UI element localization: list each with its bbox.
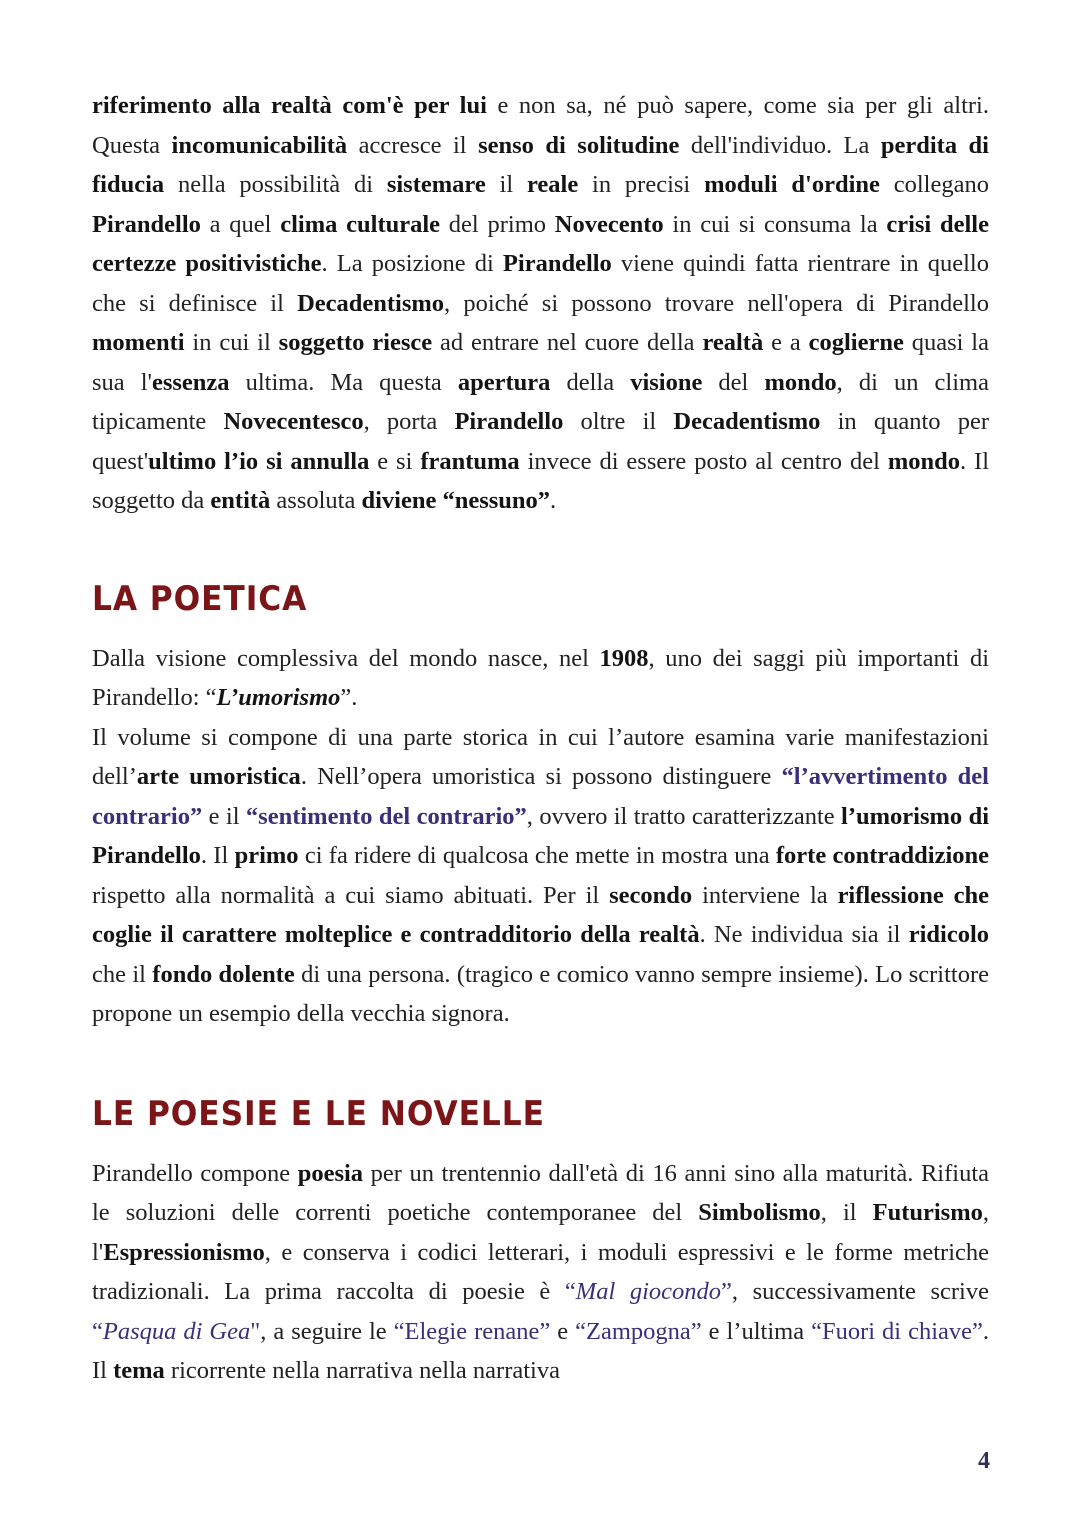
body-text: nella possibilità di: [164, 171, 387, 198]
bold-text: reale: [526, 171, 579, 198]
body-text: ”.: [340, 684, 358, 711]
body-text: in cui si consuma la: [663, 210, 887, 238]
body-text: , uno dei saggi più importanti di Pirandello: “: [92, 644, 989, 711]
body-text: della: [550, 368, 631, 396]
body-text: , e conserva i codici letterari, i moduli espressivi e le forme metriche tradizionali. La prima raccolta di poesie è: [92, 1238, 989, 1305]
body-text: del primo: [440, 210, 555, 238]
body-text: del: [702, 368, 765, 396]
body-text: , a seguire le: [260, 1317, 394, 1345]
title-zampogna: “Zampogna”: [575, 1317, 702, 1345]
body-text: . Il: [92, 1317, 990, 1384]
paragraph-visione: [92, 86, 989, 521]
body-text: rispetto alla normalità a cui siamo abituati. Per il: [92, 881, 610, 909]
bold-text: l’umorismo di Pirandello: [92, 802, 990, 869]
bold-text: apertura: [457, 368, 551, 396]
body-text: dell'individuo. La: [679, 131, 881, 159]
bold-text: “sentimento del contrario”: [245, 802, 527, 830]
body-text: e a: [763, 329, 809, 356]
body-text: ad entrare nel cuore della: [432, 329, 703, 356]
body-text: e il: [202, 802, 246, 830]
body-text: collegano: [879, 171, 989, 198]
bold-text: visione: [630, 368, 703, 396]
body-text: ricorrente nella narrativa nella narrativa: [164, 1357, 560, 1384]
body-text: oltre il: [563, 408, 674, 435]
body-text: viene quindi fatta rientrare in quello che si definisce il: [92, 250, 989, 317]
body-text: Dalla visione complessiva del mondo nasce, nel: [92, 644, 600, 672]
bold-text: frantuma: [420, 447, 520, 475]
page-number: 4: [978, 1448, 990, 1474]
bold-text: “l’avvertimento del contrario”: [92, 763, 989, 830]
body-text: interviene la: [692, 881, 838, 909]
heading-la-poetica: LA POETICA: [92, 578, 308, 619]
title-fuori-di-chiave: “Fuori di chiave”: [811, 1317, 983, 1345]
body-text: [216, 448, 224, 475]
body-text: quasi la sua l': [92, 329, 989, 396]
bold-text: Espressionismo: [103, 1238, 265, 1266]
body-text: ultima. Ma questa: [229, 368, 458, 396]
body-text: in precisi: [578, 171, 705, 198]
body-text: il: [485, 171, 527, 198]
bold-text: secondo: [609, 881, 693, 909]
body-text: accresce il: [347, 131, 479, 159]
bold-text: fondo dolente: [152, 960, 295, 988]
book-title: L’umorismo: [216, 684, 341, 711]
bold-text: diviene “nessuno”: [361, 487, 551, 514]
bold-text: Pirandello: [502, 250, 612, 277]
book-title: Mal giocondo: [575, 1278, 722, 1305]
bold-text: Futurismo: [872, 1199, 983, 1226]
body-text: e l’ultima: [701, 1317, 812, 1345]
bold-text: primo: [234, 842, 299, 869]
body-text: . Ne individua sia il: [699, 921, 909, 948]
body-text: a quel: [200, 210, 281, 238]
body-text: assoluta: [270, 487, 362, 514]
bold-text: entità: [210, 487, 271, 514]
body-text: . La posizione di: [321, 250, 503, 277]
title-mal-giocondo: [565, 1278, 732, 1305]
bold-text: moduli d'ordine: [704, 171, 880, 198]
quote-mark: ”: [721, 1278, 732, 1305]
bold-text: ridicolo: [908, 921, 989, 948]
body-text: e si: [369, 447, 421, 475]
body-text: . Nell’opera umoristica si possono distinguere: [300, 763, 782, 790]
heading-poesie-novelle: LE POESIE E LE NOVELLE: [92, 1093, 545, 1134]
body-text: . Il: [200, 842, 235, 869]
bold-text: Simbolismo: [698, 1199, 821, 1226]
bold-text: Pirandello: [92, 210, 201, 238]
body-text: , di un clima tipicamente: [92, 368, 989, 435]
body-text: . Il soggetto da: [92, 447, 989, 514]
body-text: , successivamente scrive: [731, 1278, 989, 1305]
bold-text: momenti: [92, 329, 185, 356]
bold-text: 1908: [599, 644, 649, 672]
body-text: e non sa, né può sapere, come sia per gli altri. Questa: [92, 92, 989, 159]
title-pasqua-di-gea: [92, 1318, 260, 1345]
bold-text: forte contraddizione: [775, 842, 990, 869]
bold-text: l’io si annulla: [224, 447, 370, 475]
body-text: e: [550, 1317, 576, 1345]
body-text: , ovvero il tratto caratterizzante: [526, 802, 842, 830]
bold-text: perdita di fiducia: [92, 131, 989, 198]
bold-text: poesia: [297, 1159, 364, 1187]
body-text: , il: [820, 1199, 873, 1226]
paragraph-poesie: [92, 1154, 989, 1391]
body-text: invece di essere posto al centro del: [519, 447, 888, 475]
bold-text: sistemare: [386, 171, 486, 198]
bold-text: tema: [113, 1357, 165, 1384]
concept-sentimento: [246, 803, 527, 830]
bold-text: essenza: [151, 368, 230, 396]
bold-text: Novecento: [554, 210, 664, 238]
bold-text: arte umoristica: [136, 763, 301, 790]
body-text: in cui il: [184, 329, 279, 356]
paragraph-umorismo-intro: [92, 639, 989, 718]
bold-text: ultimo: [148, 447, 217, 475]
body-text: che il: [92, 960, 153, 988]
bold-text: crisi delle certezze positivistiche: [92, 210, 989, 277]
body-text: , l': [92, 1199, 989, 1266]
bold-text: mondo: [887, 447, 960, 475]
quote-mark: “: [564, 1278, 576, 1305]
bold-text: mondo: [764, 368, 837, 396]
body-text: ci fa ridere di qualcosa che mette in mostra una: [298, 842, 776, 869]
body-text: di una persona. (tragico e comico vanno sempre insieme). Lo scrittore propone un esempio della vecchia signora.: [92, 960, 989, 1027]
body-text: in quanto per quest': [92, 408, 989, 475]
bold-text: Novecentesco: [223, 408, 364, 435]
bold-text: Pirandello: [454, 408, 564, 435]
bold-text: Decadentismo: [673, 408, 821, 435]
bold-text: senso di solitudine: [478, 131, 680, 159]
quote-mark: “: [92, 1317, 103, 1345]
bold-text: realtà: [702, 329, 764, 356]
quote-mark: ": [250, 1317, 261, 1345]
body-text: , poiché si possono trovare nell'opera di Pirandello: [444, 289, 989, 317]
bold-text: Decadentismo: [297, 289, 445, 317]
body-text: .: [550, 487, 557, 514]
bold-text: coglierne: [808, 329, 904, 356]
title-elegie-renane: “Elegie renane”: [393, 1317, 551, 1345]
book-title: Pasqua di Gea: [102, 1317, 251, 1345]
bold-text: clima culturale: [280, 210, 441, 238]
bold-text: riferimento alla realtà com'è per lui: [92, 92, 487, 119]
paragraph-umorismo: [92, 718, 989, 1034]
body-text: Il volume si compone di una parte storica in cui l’autore esamina varie manifestazioni dell’: [92, 723, 989, 790]
bold-text: incomunicabilità: [171, 131, 348, 159]
bold-text: riflessione che coglie il carattere molteplice e contradditorio della realtà: [92, 881, 989, 948]
body-text: Pirandello compone: [92, 1159, 298, 1187]
bold-text: soggetto riesce: [278, 329, 433, 356]
body-text: per un trentennio dall'età di 16 anni sino alla maturità. Rifiuta le soluzioni delle correnti poetiche contemporanee del: [92, 1159, 989, 1226]
body-text: , porta: [363, 408, 455, 435]
page-content: [92, 86, 989, 1391]
